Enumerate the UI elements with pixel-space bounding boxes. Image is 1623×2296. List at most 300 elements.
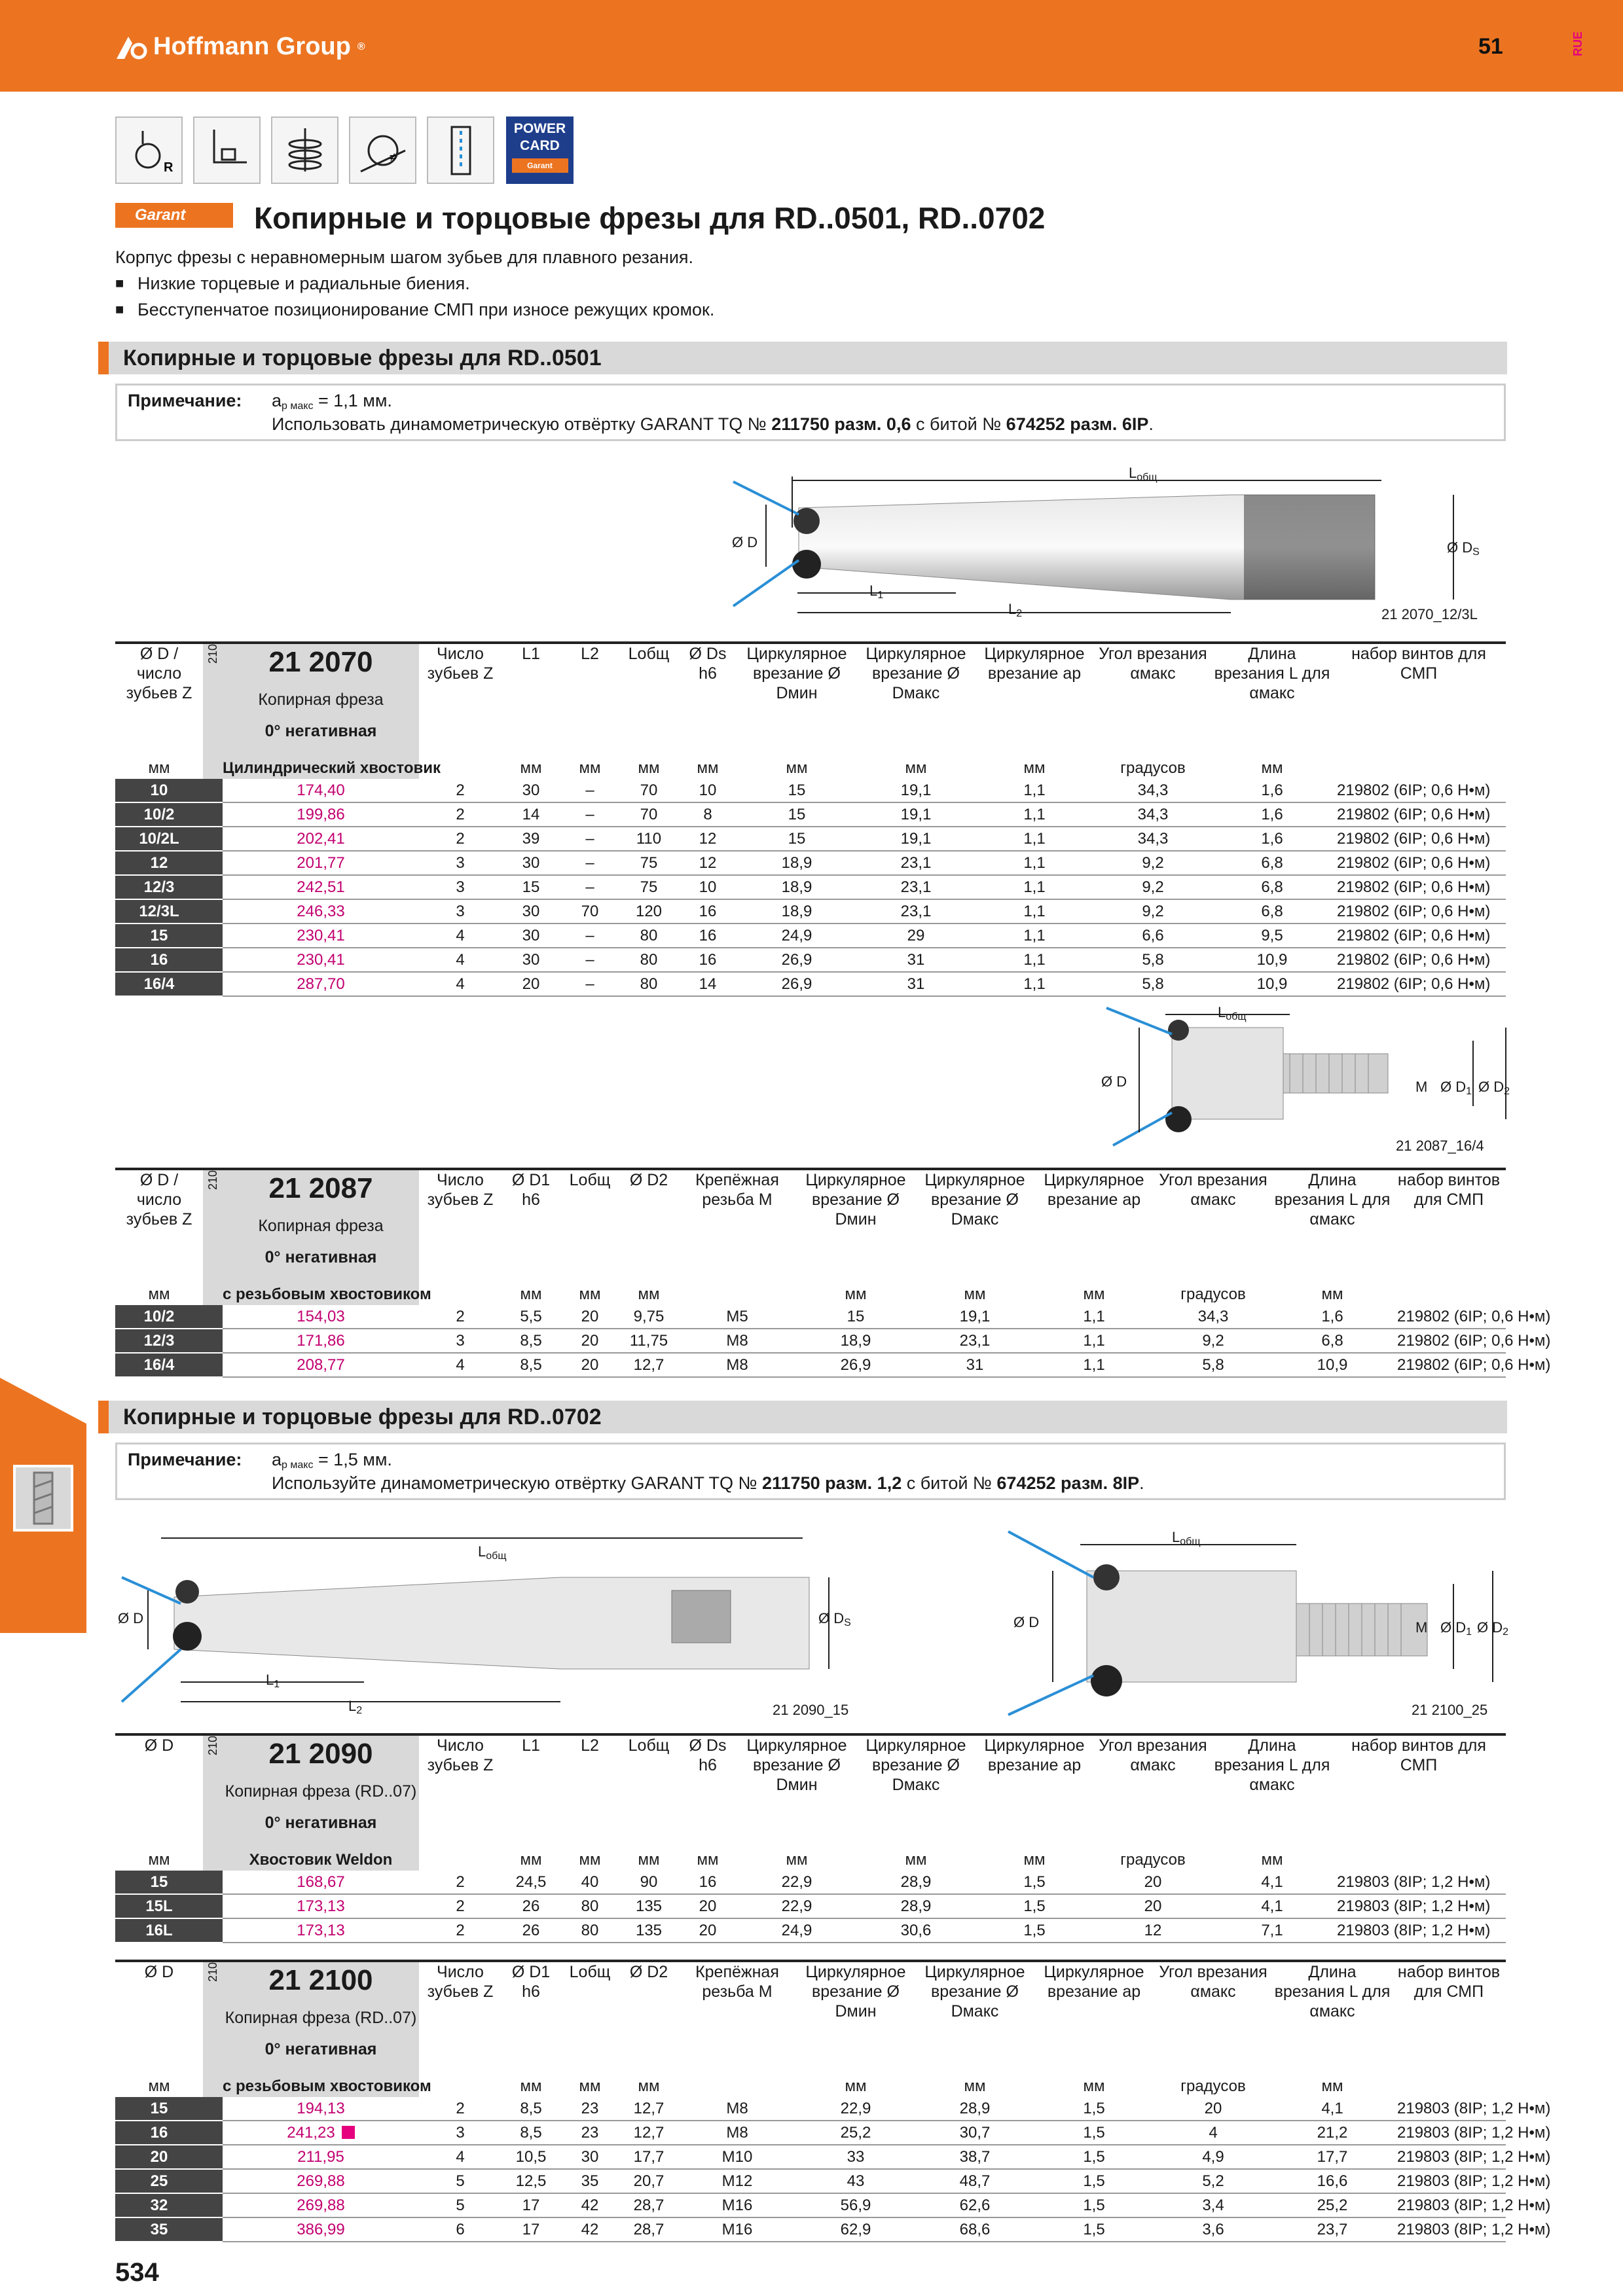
value-cell: 25,2	[1273, 2193, 1392, 2217]
value-cell: –	[560, 779, 619, 802]
table-212087: Ø D / число зубьев Z 210 21 2087 Число зубьев Z Ø D1 h6 Lобщ Ø D2 Крепёжная резьба M Циркулярное врезание Ø Dмин Циркулярное врезание Ø Dмакс Циркулярное врезание ap Угол врезания αмакс Длина врезания L для αмакс набор винтов для СМП Копирная фреза 0° негативная мм с резьбовым хвостовиком мм мм мм мм мм мм градусов мм 10/2 154,03 2 5,5 20 9,75 M5 15 19,1 1,1 34,3 1,6 219802 (6IP; 0,6 Н•м) 12/3 171,86 3 8,5 20 11,75 M8 18,9 23,1 1,1 9,2 6,8 219802 (6IP; 0,6 Н•м) 16/4 208,77 4 8,5 20 12,7 M8 26,9 31 1,1 5,8 10,9 219802 (6IP; 0,6 Н•м)	[115, 1168, 1506, 1378]
value-cell: 34,3	[1154, 1305, 1273, 1329]
dim-l1: $L_1$	[266, 1672, 280, 1690]
article-shank: с резьбовым хвостовиком	[223, 2076, 419, 2097]
size-key: 25	[115, 2169, 203, 2193]
value-cell: –	[560, 827, 619, 851]
value-cell: 10,9	[1213, 948, 1332, 972]
value-cell: 9,2	[1093, 899, 1213, 924]
value-cell: 4	[419, 972, 501, 996]
value-cell: 20	[678, 1894, 737, 1918]
value-cell: 14	[678, 972, 737, 996]
key-spacer	[203, 2169, 223, 2193]
value-cell: 6	[419, 2217, 501, 2242]
value-cell: 15	[737, 827, 856, 851]
value-cell: 80	[619, 924, 678, 948]
screw-set-cell: 219802 (6IP; 0,6 Н•м)	[1332, 779, 1506, 802]
article-desc: Копирная фреза	[223, 1207, 419, 1247]
value-cell: 16	[678, 924, 737, 948]
key-spacer	[203, 875, 223, 899]
value-cell: 10,9	[1213, 972, 1332, 996]
power-card-line1: POWER	[513, 121, 566, 136]
key-spacer	[203, 1894, 223, 1918]
value-cell: 1,5	[976, 1894, 1093, 1918]
size-key: 16/4	[115, 972, 203, 996]
value-cell: 5,8	[1093, 972, 1213, 996]
value-cell: 28,7	[619, 2193, 678, 2217]
value-cell: 1,6	[1213, 827, 1332, 851]
key-spacer	[203, 779, 223, 802]
dim-d1: Ø $D_1$	[1440, 1619, 1472, 1638]
price-cell: 171,86	[223, 1329, 419, 1353]
value-cell: 20	[1093, 1871, 1213, 1894]
intro-text: Корпус фрезы с неравномерным шагом зубьев для плавного резания.	[115, 247, 694, 267]
screw-set-cell: 219802 (6IP; 0,6 Н•м)	[1392, 1353, 1506, 1377]
screw-set-cell: 219802 (6IP; 0,6 Н•м)	[1392, 1329, 1506, 1353]
value-cell: 80	[619, 948, 678, 972]
table-row[interactable]	[115, 802, 1506, 827]
value-cell: 4,9	[1154, 2145, 1273, 2169]
section-title: Копирные и торцовые фрезы для RD..0702	[123, 1405, 602, 1429]
table-row[interactable]	[115, 827, 1506, 851]
value-cell: 10	[678, 875, 737, 899]
value-cell: 4	[1154, 2121, 1273, 2145]
value-cell: 6,8	[1213, 851, 1332, 875]
dim-m: M	[1415, 1619, 1428, 1636]
price-cell: 208,77	[223, 1353, 419, 1377]
value-cell: 15	[737, 779, 856, 802]
article-shank: Хвостовик Weldon	[223, 1850, 419, 1871]
table-row[interactable]	[115, 851, 1506, 875]
value-cell: 30	[501, 924, 560, 948]
price-cell: 211,95	[223, 2145, 419, 2169]
table-row[interactable]	[115, 2169, 1506, 2193]
value-cell: 1,6	[1213, 779, 1332, 802]
value-cell: –	[560, 802, 619, 827]
value-cell: 1,5	[976, 1871, 1093, 1894]
svg-text:≠: ≠	[389, 150, 396, 164]
article-shank: с резьбовым хвостовиком	[223, 1284, 419, 1305]
value-cell: 19,1	[915, 1305, 1034, 1329]
table-row[interactable]	[115, 875, 1506, 899]
value-cell: 56,9	[796, 2193, 915, 2217]
value-cell: 1,1	[976, 779, 1093, 802]
dim-d2: Ø $D_2$	[1477, 1619, 1509, 1638]
value-cell: 10,9	[1273, 1353, 1392, 1377]
value-cell: 80	[560, 1918, 619, 1943]
value-cell: 1,1	[976, 851, 1093, 875]
note-screwdriver: Использовать динамометрическую отвёртку GARANT TQ № 211750 разм. 0,6 с битой № 674252 разм. 6IP.	[272, 414, 1154, 434]
value-cell: 15	[796, 1305, 915, 1329]
col-dmax: Циркулярное врезание Ø Dмакс	[866, 645, 966, 702]
table-row[interactable]	[115, 2193, 1506, 2217]
col-key: Ø D / число зубьев Z	[126, 1171, 192, 1229]
value-cell: 17,7	[619, 2145, 678, 2169]
value-cell: 43	[796, 2169, 915, 2193]
price-cell: 287,70	[223, 972, 419, 996]
value-cell: 3	[419, 899, 501, 924]
screw-set-cell: 219802 (6IP; 0,6 Н•м)	[1332, 827, 1506, 851]
size-key: 16	[115, 948, 203, 972]
value-cell: 34,3	[1093, 802, 1213, 827]
article-number: 21 2090	[268, 1738, 373, 1770]
screw-set-cell: 219803 (8IP; 1,2 Н•м)	[1332, 1894, 1506, 1918]
value-cell: 25,2	[796, 2121, 915, 2145]
value-cell: 48,7	[915, 2169, 1034, 2193]
key-spacer	[203, 948, 223, 972]
price-cell: 173,13	[223, 1918, 419, 1943]
value-cell: 22,9	[796, 2097, 915, 2121]
size-key: 16	[115, 2121, 203, 2145]
article-desc: Копирная фреза	[223, 681, 419, 721]
power-card-badge[interactable]	[506, 117, 574, 184]
value-cell: 30	[560, 2145, 619, 2169]
article-number: 21 2070	[268, 646, 373, 678]
dim-l2: $L_2$	[348, 1698, 363, 1716]
dim-ds: Ø $D_S$	[1447, 539, 1480, 558]
col-key: Ø D / число зубьев Z	[126, 645, 192, 702]
value-cell: 9,75	[619, 1305, 678, 1329]
value-cell: 1,1	[976, 972, 1093, 996]
value-cell: 2	[419, 827, 501, 851]
value-cell: 5,2	[1154, 2169, 1273, 2193]
value-cell: 9,5	[1213, 924, 1332, 948]
value-cell: 6,8	[1213, 875, 1332, 899]
price-cell: 241,23	[223, 2121, 419, 2145]
price-cell: 242,51	[223, 875, 419, 899]
price-cell: 246,33	[223, 899, 419, 924]
value-cell: 39	[501, 827, 560, 851]
size-key: 35	[115, 2217, 203, 2242]
key-spacer	[203, 2121, 223, 2145]
key-spacer	[203, 1329, 223, 1353]
value-cell: 62,9	[796, 2217, 915, 2242]
screw-set-cell: 219802 (6IP; 0,6 Н•м)	[1332, 851, 1506, 875]
figure-212087-drawing	[1087, 1001, 1519, 1152]
key-spacer	[203, 899, 223, 924]
size-key: 12	[115, 851, 203, 875]
value-cell: 5,8	[1154, 1353, 1273, 1377]
table-row[interactable]	[115, 2121, 1506, 2145]
value-cell: 30,7	[915, 2121, 1034, 2145]
value-cell: –	[560, 924, 619, 948]
dim-d: Ø D	[118, 1610, 144, 1626]
value-cell: 20	[560, 1329, 619, 1353]
col-l1: L1	[522, 645, 540, 663]
value-cell: 2	[419, 1871, 501, 1894]
dim-d2: Ø $D_2$	[1478, 1079, 1510, 1097]
value-cell: 3,6	[1154, 2217, 1273, 2242]
key-spacer	[203, 802, 223, 827]
value-cell: 17,7	[1273, 2145, 1392, 2169]
value-cell: 33	[796, 2145, 915, 2169]
table-row[interactable]	[115, 1871, 1506, 1894]
value-cell: 30	[501, 779, 560, 802]
brand-logo[interactable]: Hoffmann Group ®	[115, 33, 365, 61]
face-milling-icon	[193, 117, 261, 184]
col-length: Длина врезания L для αмакс	[1214, 645, 1330, 702]
figure-code: 21 2090_15	[773, 1702, 849, 1718]
table-row[interactable]	[115, 2217, 1506, 2242]
table-row[interactable]	[115, 1305, 1506, 1329]
value-cell: 11,75	[619, 1329, 678, 1353]
value-cell: 8,5	[501, 1353, 560, 1377]
note-label: Примечание:	[128, 391, 242, 410]
value-cell: 4	[419, 924, 501, 948]
value-cell: 1,1	[976, 827, 1093, 851]
value-cell: 80	[619, 972, 678, 996]
value-cell: 5,5	[501, 1305, 560, 1329]
value-cell: 1,1	[976, 875, 1093, 899]
screw-set-cell: 219803 (8IP; 1,2 Н•м)	[1332, 1871, 1506, 1894]
size-key: 12/3	[115, 875, 203, 899]
col-ap: Циркулярное врезание ap	[984, 645, 1085, 683]
value-cell: 2	[419, 802, 501, 827]
value-cell: 16	[678, 948, 737, 972]
profile-r-icon	[115, 117, 183, 184]
value-cell: –	[560, 851, 619, 875]
value-cell: 26	[501, 1918, 560, 1943]
value-cell: 1,1	[976, 924, 1093, 948]
value-cell: 80	[560, 1894, 619, 1918]
table-row[interactable]	[115, 2145, 1506, 2169]
value-cell: 22,9	[737, 1871, 856, 1894]
note-ap: $a_{p макс} = 1,5$ мм.	[272, 1450, 392, 1471]
price-cell: 174,40	[223, 779, 419, 802]
dim-ltotal: $L_{общ}$	[1172, 1529, 1201, 1547]
section-band-rd0501	[98, 342, 1507, 374]
size-key: 12/3L	[115, 899, 203, 924]
value-cell: 18,9	[737, 875, 856, 899]
col-angle: Угол врезания αмакс	[1099, 645, 1207, 683]
key-spacer	[203, 1305, 223, 1329]
value-cell: 17	[501, 2193, 560, 2217]
key-spacer	[203, 924, 223, 948]
figure-code: 21 2100_25	[1412, 1702, 1488, 1718]
value-cell: 5	[419, 2169, 501, 2193]
key-spacer	[203, 972, 223, 996]
value-cell: 9,2	[1093, 851, 1213, 875]
price-cell: 199,86	[223, 802, 419, 827]
hoffmann-logo-icon	[115, 34, 147, 60]
value-cell: 19,1	[856, 827, 976, 851]
value-cell: 35	[560, 2169, 619, 2193]
article-neg: 0° негативная	[223, 1813, 419, 1850]
article-neg: 0° негативная	[223, 1247, 419, 1284]
power-card-line2: CARD	[520, 138, 560, 153]
value-cell: 26,9	[796, 1353, 915, 1377]
value-cell: 8,5	[501, 2097, 560, 2121]
side-code: 210	[206, 644, 219, 664]
value-cell: 20	[501, 972, 560, 996]
value-cell: M10	[678, 2145, 796, 2169]
size-key: 15	[115, 2097, 203, 2121]
value-cell: M8	[678, 2121, 796, 2145]
value-cell: 2	[419, 1305, 501, 1329]
size-key: 10/2	[115, 1305, 203, 1329]
screw-set-cell: 219802 (6IP; 0,6 Н•м)	[1332, 875, 1506, 899]
value-cell: 31	[856, 948, 976, 972]
value-cell: 75	[619, 875, 678, 899]
value-cell: 2	[419, 2097, 501, 2121]
value-cell: 23	[560, 2097, 619, 2121]
value-cell: 3	[419, 875, 501, 899]
value-cell: 3	[419, 1329, 501, 1353]
table-row[interactable]	[115, 972, 1506, 996]
size-key: 32	[115, 2193, 203, 2217]
value-cell: 30	[501, 851, 560, 875]
screw-set-cell: 219803 (8IP; 1,2 Н•м)	[1392, 2169, 1506, 2193]
price-cell: 386,99	[223, 2217, 419, 2242]
key-spacer	[203, 851, 223, 875]
value-cell: 90	[619, 1871, 678, 1894]
col-screws: набор винтов для СМП	[1351, 645, 1486, 683]
key-spacer	[203, 2217, 223, 2242]
value-cell: 8,5	[501, 1329, 560, 1353]
value-cell: 1,5	[1034, 2193, 1154, 2217]
value-cell: 1,6	[1213, 802, 1332, 827]
value-cell: 1,5	[1034, 2169, 1154, 2193]
article-desc: Копирная фреза (RD..07)	[223, 1772, 419, 1813]
dim-d: Ø D	[1013, 1614, 1040, 1630]
table-row[interactable]	[115, 2097, 1506, 2121]
col-z: Число зубьев Z	[427, 645, 494, 683]
value-cell: –	[560, 948, 619, 972]
screw-set-cell: 219802 (6IP; 0,6 Н•м)	[1332, 972, 1506, 996]
price-cell: 168,67	[223, 1871, 419, 1894]
value-cell: 5	[419, 2193, 501, 2217]
price-cell: 201,77	[223, 851, 419, 875]
value-cell: 20,7	[619, 2169, 678, 2193]
dim-d: Ø D	[732, 534, 758, 550]
value-cell: 7,1	[1213, 1918, 1332, 1943]
table-row[interactable]	[115, 948, 1506, 972]
size-key: 15	[115, 1871, 203, 1894]
ramping-icon	[349, 117, 416, 184]
value-cell: 23	[560, 2121, 619, 2145]
section-title: Копирные и торцовые фрезы для RD..0501	[123, 346, 602, 370]
value-cell: 19,1	[856, 779, 976, 802]
value-cell: 28,9	[915, 2097, 1034, 2121]
value-cell: 2	[419, 779, 501, 802]
price-cell: 230,41	[223, 924, 419, 948]
value-cell: 18,9	[796, 1329, 915, 1353]
article-neg: 0° негативная	[223, 2039, 419, 2076]
value-cell: 1,6	[1273, 1305, 1392, 1329]
value-cell: –	[560, 875, 619, 899]
dim-ltotal: $L_{общ}$	[1129, 465, 1158, 483]
value-cell: M5	[678, 1305, 796, 1329]
value-cell: 26	[501, 1894, 560, 1918]
price-cell: 269,88	[223, 2193, 419, 2217]
value-cell: 18,9	[737, 899, 856, 924]
value-cell: 40	[560, 1871, 619, 1894]
key-spacer	[203, 2097, 223, 2121]
value-cell: 3,4	[1154, 2193, 1273, 2217]
figure-code: 21 2070_12/3L	[1381, 606, 1478, 622]
brand-name: Hoffmann Group	[153, 33, 351, 60]
value-cell: 4	[419, 2145, 501, 2169]
value-cell: M8	[678, 1329, 796, 1353]
value-cell: 16	[678, 1871, 737, 1894]
table-row[interactable]	[115, 1353, 1506, 1377]
key-spacer	[203, 2193, 223, 2217]
screw-set-cell: 219802 (6IP; 0,6 Н•м)	[1332, 924, 1506, 948]
value-cell: 68,6	[915, 2217, 1034, 2242]
value-cell: 24,9	[737, 1918, 856, 1943]
value-cell: 19,1	[856, 802, 976, 827]
value-cell: 70	[560, 899, 619, 924]
value-cell: M12	[678, 2169, 796, 2193]
article-shank: Цилиндрический хвостовик	[223, 758, 419, 779]
value-cell: 1,1	[976, 948, 1093, 972]
value-cell: 4,1	[1213, 1894, 1332, 1918]
size-key: 12/3	[115, 1329, 203, 1353]
figure-212090-drawing	[115, 1518, 835, 1728]
value-cell: 70	[619, 802, 678, 827]
value-cell: M8	[678, 1353, 796, 1377]
value-cell: 5,8	[1093, 948, 1213, 972]
key-spacer	[203, 1353, 223, 1377]
note-ap: $a_{p макс} = 1,1$ мм.	[272, 391, 392, 412]
table-row[interactable]	[115, 1918, 1506, 1943]
value-cell: 1,1	[1034, 1305, 1154, 1329]
value-cell: 1,5	[1034, 2145, 1154, 2169]
screw-set-cell: 219802 (6IP; 0,6 Н•м)	[1392, 1305, 1506, 1329]
value-cell: 1,5	[1034, 2121, 1154, 2145]
size-key: 15L	[115, 1894, 203, 1918]
value-cell: 34,3	[1093, 779, 1213, 802]
value-cell: 8	[678, 802, 737, 827]
table-row[interactable]	[115, 899, 1506, 924]
value-cell: 23,1	[856, 899, 976, 924]
value-cell: 12	[1093, 1918, 1213, 1943]
screw-set-cell: 219802 (6IP; 0,6 Н•м)	[1332, 802, 1506, 827]
insert-icon	[427, 117, 494, 184]
value-cell: 17	[501, 2217, 560, 2242]
article-desc: Копирная фреза (RD..07)	[223, 1999, 419, 2039]
svg-text:R: R	[163, 160, 173, 175]
value-cell: 23,1	[915, 1329, 1034, 1353]
table-row[interactable]	[115, 779, 1506, 802]
price-cell: 202,41	[223, 827, 419, 851]
value-cell: 16	[678, 899, 737, 924]
value-cell: 22,9	[737, 1894, 856, 1918]
table-row[interactable]	[115, 924, 1506, 948]
table-row[interactable]	[115, 1894, 1506, 1918]
value-cell: 29	[856, 924, 976, 948]
value-cell: 8,5	[501, 2121, 560, 2145]
value-cell: 10,5	[501, 2145, 560, 2169]
value-cell: 24,5	[501, 1871, 560, 1894]
value-cell: 120	[619, 899, 678, 924]
value-cell: 110	[619, 827, 678, 851]
value-cell: M16	[678, 2217, 796, 2242]
col-l2: L2	[581, 645, 599, 663]
value-cell: 12,7	[619, 2097, 678, 2121]
table-row[interactable]	[115, 1329, 1506, 1353]
article-number: 21 2100	[268, 1964, 373, 1996]
key-spacer	[203, 1918, 223, 1943]
dim-d: Ø D	[1101, 1073, 1127, 1090]
col-dmin: Циркулярное врезание Ø Dмин	[746, 645, 847, 702]
value-cell: 26,9	[737, 972, 856, 996]
value-cell: 24,9	[737, 924, 856, 948]
value-cell: 38,7	[915, 2145, 1034, 2169]
value-cell: 12,7	[619, 2121, 678, 2145]
value-cell: 12,7	[619, 1353, 678, 1377]
price-cell: 173,13	[223, 1894, 419, 1918]
